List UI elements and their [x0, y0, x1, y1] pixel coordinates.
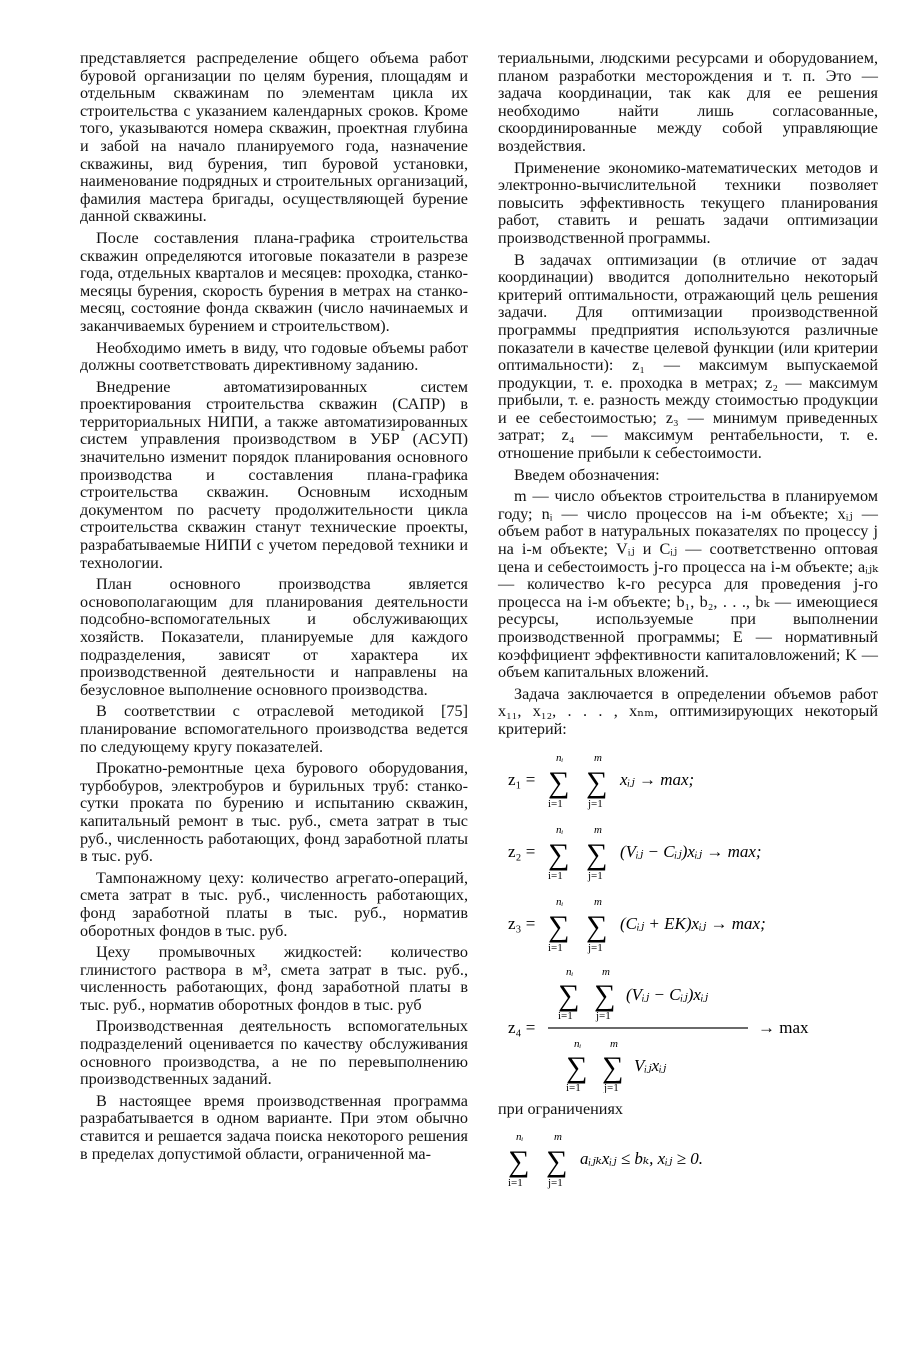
paragraph: В задачах оптимизации (в отличие от задач координации) вводится дополнительно некоторый критерий оптимальности, отражающий цель решения задачи. Для оптимизации производственной программы предприятия используются различные показатели в качестве целевой функции (или критерии оптимальности): z₁ — максимум выпускаемой продукции, т. е. проходка в метрах; z₂ — максимум прибыли, т. е. разность между стоимостью продукции и ее себестоимостью; z₃ — минимум приведенных затрат; z₄ — максимум рентабельности, т. е. отношение прибыли к себестоимости.	[498, 250, 878, 463]
sum-sign: ∑	[586, 765, 608, 799]
sum-sign: ∑	[566, 1050, 588, 1084]
formula-body: (Cᵢⱼ + EK)xᵢⱼ → max;	[620, 913, 766, 933]
sum-upper: m	[594, 895, 602, 908]
sum-upper: nᵢ	[574, 1037, 582, 1050]
paragraph: В соответствии с отраслевой методикой [75] планирование вспомогательного производства ведется по следующему кругу показателей.	[80, 702, 468, 756]
paragraph: Производственная деятельность вспомогательных подразделений оценивается по качеству обслуживания основного производства, а не по перевыполнению производственных заданий.	[80, 1017, 468, 1089]
formula-body: (Vᵢⱼ − Cᵢⱼ)xᵢⱼ → max;	[620, 841, 762, 861]
sum-upper: nᵢ	[556, 751, 564, 764]
sum-sign: ∑	[558, 978, 580, 1012]
formula-lhs: z₃ =	[508, 913, 536, 933]
sum-lower: i=1	[548, 941, 563, 954]
paragraph: представляется распределение общего объема работ буровой организации по целям бурения, площадям и отдельным скважинам по элементам цикла их строительства с указанием календарных сроков. Кроме того, указываются номера скважин, проектная глубина и забой на начало планируемого года, назначение скважины, вид бурения, тип буровой установки, наименование подрядных и строительных организаций, фамилия мастера бригады, осуществляющей бурение данной скважины.	[80, 49, 468, 226]
right-column	[498, 50, 878, 1190]
sum-lower: i=1	[566, 1081, 581, 1093]
formula-z3	[508, 891, 878, 955]
sum-sign: ∑	[548, 765, 570, 799]
sum-sign: ∑	[602, 1050, 624, 1084]
paragraph: Задача заключается в определении объемов работ x₁₁, x₁₂, . . . , xₙₘ, оптимизирующих некоторый критерий:	[498, 684, 878, 738]
formula-constraint	[508, 1126, 878, 1190]
sum-upper: m	[610, 1037, 618, 1050]
formula-z2	[508, 819, 878, 883]
constraints-caption: при ограничениях	[498, 1099, 623, 1118]
paragraph: Применение экономико-математических методов и электронно-вычислительной техники позволяет повысить эффективность текущего планирования работ, ставить и решать задачи оптимизации производственной программы.	[498, 158, 878, 247]
sum-upper: m	[554, 1131, 562, 1144]
sum-lower: j=1	[604, 1081, 619, 1093]
sum-upper: m	[594, 823, 602, 836]
paragraph: Цеху промывочных жидкостей: количество глинистого раствора в м³, смета затрат в тыс. руб., численность работающих, фонд заработной платы в тыс. руб., норматив оборотных фондов в тыс. руб	[80, 943, 468, 1014]
sum-lower: j=1	[596, 1009, 611, 1022]
notation-paragraph: m — число объектов строительства в планируемом году; nᵢ — число процессов на i-м объекте; xᵢⱼ — объем работ в натуральных показателях по процессу j на i-м объекте; Vᵢⱼ и Cᵢⱼ — соответственно оптовая цена и себестоимость j-го процесса на i-м объекте; aᵢⱼₖ — количество k-го ресурса для проведения j-го процесса на i-м объекте; b₁, b₂, . . ., bₖ — имеющиеся ресурсы, используемые при выполнении производственной программы; E — нормативный коэффициент эффективности капиталовложений; K — объем капитальных вложений.	[498, 487, 878, 682]
sum-sign: ∑	[508, 1145, 530, 1179]
sum-lower: j=1	[588, 797, 603, 810]
sum-lower: i=1	[508, 1177, 523, 1190]
constraint-body: aᵢⱼₖxᵢⱼ ≤ bₖ, xᵢⱼ ≥ 0.	[580, 1149, 703, 1169]
sum-upper: nᵢ	[516, 1131, 524, 1144]
sum-sign: ∑	[586, 837, 608, 871]
sum-lower: i=1	[548, 797, 563, 810]
sum-sign: ∑	[548, 909, 570, 943]
paragraph: Прокатно-ремонтные цеха бурового оборудования, турбобуров, электробуров и бурильных труб: станко-сутки проката по бурению и испытанию скважин, капитальный ремонт в тыс. руб., смета затрат в тыс руб., численность работающих, фонд заработной платы в тыс. руб.	[80, 759, 468, 866]
formula-z4	[508, 963, 878, 1093]
paragraph: После составления плана-графика строительства скважин определяются итоговые показатели в разрезе года, отдельных кварталов и месяцев: проходка, станко-месяцы бурения, скорость бурения в метрах на станко-месяц, состояние фонда скважин (число начинаемых и заканчиваемых бурением и строительством).	[80, 228, 468, 335]
paragraph: териальными, людскими ресурсами и оборудованием, планом разработки месторождения и т. п. Это — задача координации, так как для ее решения необходимо найти лишь согласованные, скоординированные между собой управляющие воздействия.	[498, 49, 878, 155]
sum-lower: i=1	[548, 869, 563, 882]
sum-lower: j=1	[588, 869, 603, 882]
formula-rhs: → max	[758, 1017, 809, 1037]
paragraph: Тампонажному цеху: количество агрегато-операций, смета затрат в тыс. руб., численность работающих, фонд заработной платы в тыс. руб., норматив оборотных фондов в тыс. руб.	[80, 868, 468, 940]
paragraph: В настоящее время производственная программа разрабатывается в одном варианте. При этом обычно ставится и решается задача поиска некоторого решения в пределах допустимой области, ограниченной ма-	[80, 1091, 468, 1163]
left-column	[80, 50, 468, 1167]
paragraph: План основного производства является основополагающим для планирования деятельности подсобно-вспомогательных и обслуживающих хозяйств. Показатели, планируемые для каждого подразделения, зависят от характера их производственной деятельности и направлены на безусловное выполнение основного производства.	[80, 575, 468, 699]
notation-heading: Введем обозначения:	[514, 465, 660, 484]
formula-lhs: z₄ =	[508, 1017, 536, 1037]
sum-sign: ∑	[594, 978, 616, 1012]
sum-upper: nᵢ	[566, 965, 574, 978]
fraction-numerator: (Vᵢⱼ − Cᵢⱼ)xᵢⱼ	[626, 984, 709, 1004]
fraction-denominator: Vᵢⱼxᵢⱼ	[634, 1055, 667, 1075]
sum-lower: j=1	[588, 941, 603, 954]
sum-upper: m	[594, 751, 602, 764]
formula-body: xᵢⱼ → max;	[620, 769, 695, 789]
paragraph: Необходимо иметь в виду, что годовые объемы работ должны соответствовать директивному заданию.	[80, 338, 468, 375]
formula-lhs: z₂ =	[508, 841, 536, 861]
sum-upper: m	[602, 965, 610, 978]
sum-lower: i=1	[558, 1009, 573, 1022]
sum-sign: ∑	[586, 909, 608, 943]
sum-lower: j=1	[548, 1177, 563, 1190]
sum-sign: ∑	[548, 837, 570, 871]
paragraph: Внедрение автоматизированных систем проектирования строительства скважин (САПР) в территориальных НИПИ, а также автоматизированных систем управления производством в УБР (АСУП) значительно изменит порядок планирования основного производства и составления плана-графика строительства скважин. Основным исходным документом по расчету продолжительности цикла строительства скважин станут технические проекты, разрабатываемые НИПИ с учетом передовой техники и технологии.	[80, 377, 468, 572]
formula-lhs: z₁ =	[508, 769, 536, 789]
sum-sign: ∑	[546, 1145, 568, 1179]
sum-upper: nᵢ	[556, 895, 564, 908]
sum-upper: nᵢ	[556, 823, 564, 836]
formula-z1	[508, 747, 878, 811]
